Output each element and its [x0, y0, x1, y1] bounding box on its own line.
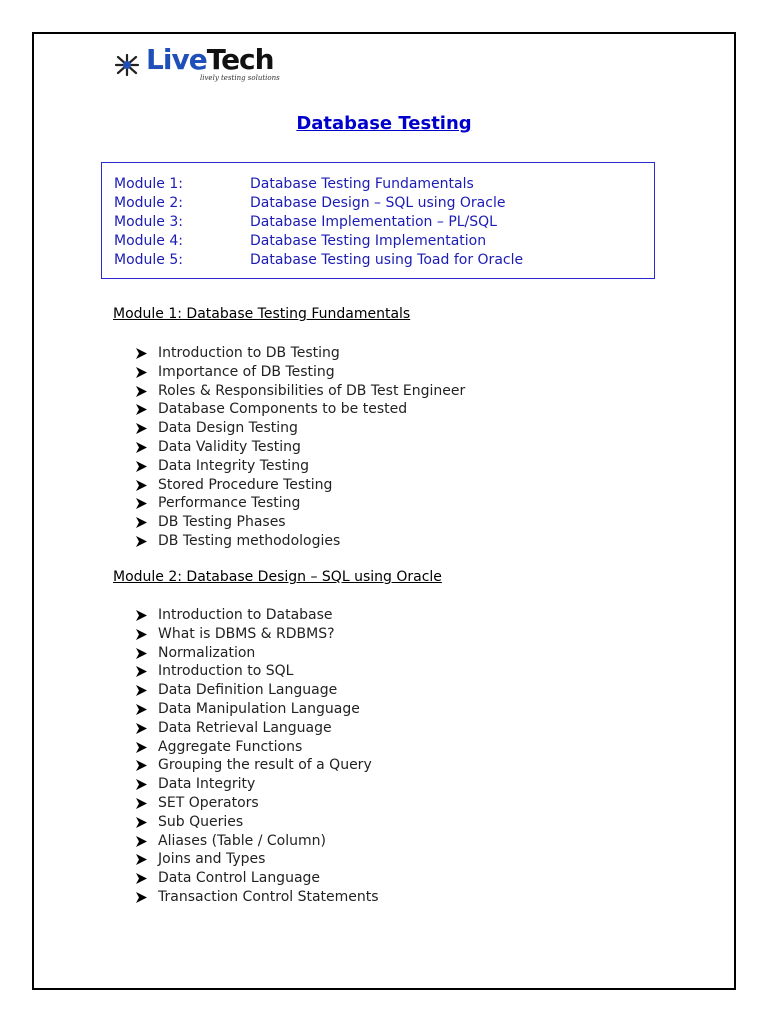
arrowhead-bullet-icon [136, 760, 147, 771]
module-2-heading: Module 2: Database Design – SQL using Oracle [113, 569, 442, 585]
toc-module-number: Module 5: [114, 252, 183, 268]
arrowhead-bullet-icon [136, 742, 147, 753]
arrowhead-bullet-icon [136, 404, 147, 415]
arrowhead-bullet-icon [136, 779, 147, 790]
arrowhead-bullet-icon [136, 817, 147, 828]
arrowhead-bullet-icon [136, 704, 147, 715]
arrowhead-bullet-icon [136, 873, 147, 884]
toc-module-name: Database Testing Implementation [250, 233, 487, 249]
list-item-text: Stored Procedure Testing [158, 476, 333, 493]
document-title: Database Testing [296, 113, 472, 134]
logo-tech-text: Tech [206, 43, 274, 76]
list-item-text: Data Retrieval Language [158, 719, 332, 736]
toc-module-number: Module 4: [114, 233, 183, 249]
arrowhead-bullet-icon [136, 798, 147, 809]
list-item-text: Introduction to SQL [158, 663, 294, 680]
list-item-text: DB Testing Phases [158, 514, 286, 531]
list-item-text: SET Operators [158, 794, 259, 811]
arrowhead-bullet-icon [136, 517, 147, 528]
list-item-text: Joins and Types [158, 851, 266, 868]
list-item-text: Data Validity Testing [158, 438, 301, 455]
list-item-text: Data Control Language [158, 870, 321, 887]
logo-live-text: Live [146, 43, 207, 76]
arrowhead-bullet-icon [136, 423, 147, 434]
module-1-heading: Module 1: Database Testing Fundamentals [113, 306, 411, 322]
toc-module-name: Database Design – SQL using Oracle [250, 195, 506, 211]
toc-module-number: Module 2: [114, 195, 183, 211]
arrowhead-bullet-icon [136, 442, 147, 453]
arrowhead-bullet-icon [136, 367, 147, 378]
list-item-text: Database Components to be tested [158, 401, 408, 418]
toc-module-name: Database Testing using Toad for Oracle [250, 252, 524, 268]
toc-module-number: Module 1: [114, 176, 183, 192]
arrowhead-bullet-icon [136, 610, 147, 621]
list-item-text: Data Integrity [158, 776, 256, 793]
list-item-text: Introduction to DB Testing [158, 345, 340, 361]
list-item-text: Importance of DB Testing [158, 363, 335, 380]
list-item-text: Transaction Control Statements [158, 888, 379, 905]
arrowhead-bullet-icon [136, 666, 147, 677]
list-item-text: Sub Queries [158, 813, 244, 830]
arrowhead-bullet-icon [136, 348, 147, 359]
list-item-text: Aggregate Functions [158, 738, 303, 755]
list-item-text: DB Testing methodologies [158, 532, 341, 549]
toc-module-name: Database Implementation – PL/SQL [250, 214, 497, 230]
list-item-text: Aliases (Table / Column) [158, 832, 326, 849]
logo-tagline: lively testing solutions [200, 74, 280, 82]
list-item-text: Data Manipulation Language [158, 700, 360, 717]
arrowhead-bullet-icon [136, 629, 147, 640]
list-item-text: Performance Testing [158, 495, 301, 512]
list-item-text: Introduction to Database [158, 607, 333, 623]
arrowhead-bullet-icon [136, 685, 147, 696]
starburst-icon [114, 54, 140, 76]
list-item-text: Data Design Testing [158, 420, 298, 437]
module-summary-box [101, 162, 655, 279]
arrowhead-bullet-icon [136, 480, 147, 491]
arrowhead-bullet-icon [136, 648, 147, 659]
toc-module-number: Module 3: [114, 214, 183, 230]
arrowhead-bullet-icon [136, 461, 147, 472]
list-item-text: Roles & Responsibilities of DB Test Engineer [158, 382, 466, 399]
toc-module-name: Database Testing Fundamentals [250, 176, 474, 192]
logo-wordmark [146, 44, 274, 76]
arrowhead-bullet-icon [136, 536, 147, 547]
arrowhead-bullet-icon [136, 498, 147, 509]
list-item-text: Data Definition Language [158, 682, 338, 699]
arrowhead-bullet-icon [136, 723, 147, 734]
list-item-text: Grouping the result of a Query [158, 757, 372, 774]
arrowhead-bullet-icon [136, 386, 147, 397]
arrowhead-bullet-icon [136, 854, 147, 865]
list-item-text: What is DBMS & RDBMS? [158, 625, 335, 642]
arrowhead-bullet-icon [136, 836, 147, 847]
list-item-text: Data Integrity Testing [158, 457, 309, 474]
livetech-logo [114, 43, 280, 86]
arrowhead-bullet-icon [136, 892, 147, 903]
list-item-text: Normalization [158, 644, 256, 661]
